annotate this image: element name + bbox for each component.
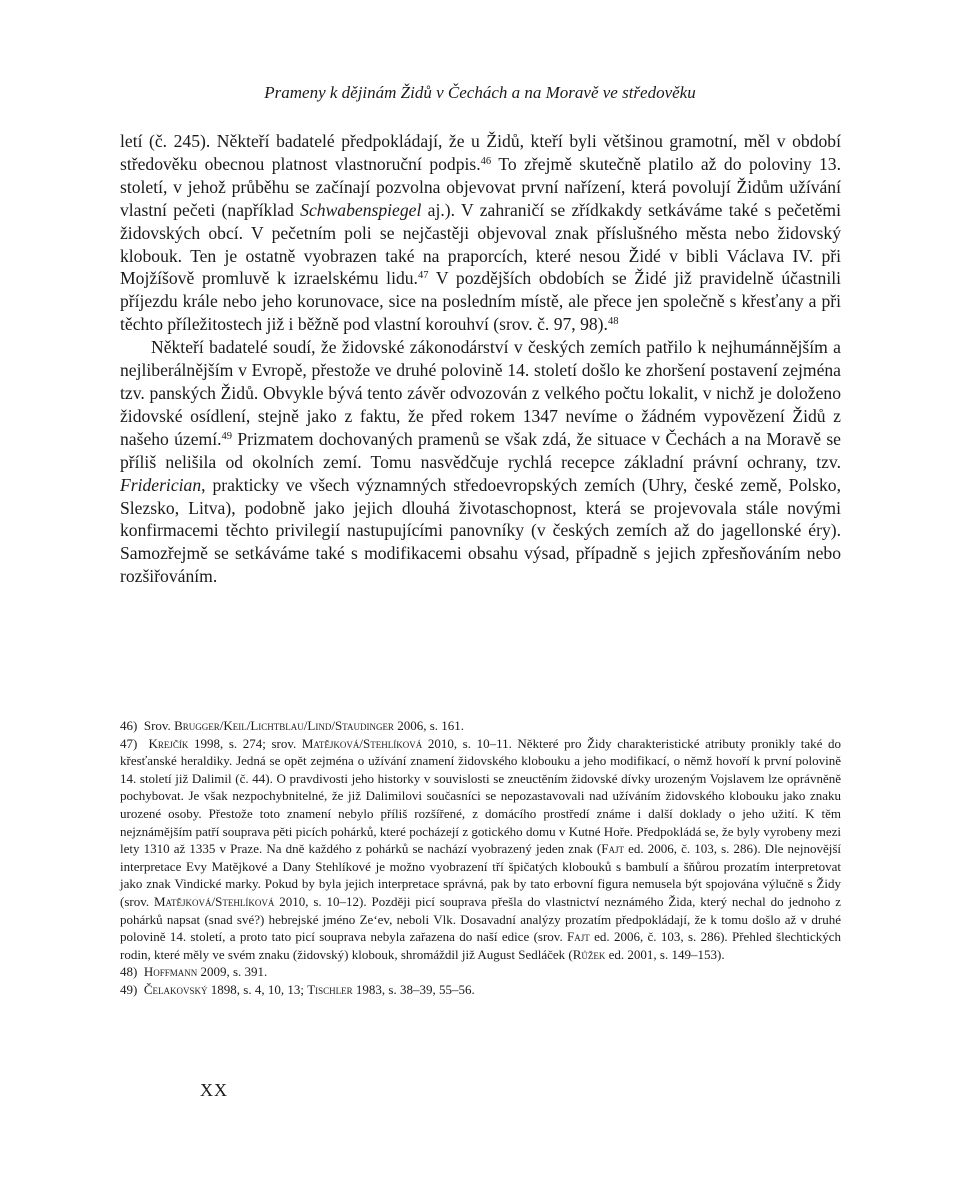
author-names: Krejčík: [148, 735, 189, 751]
text-run: ed. 2006, č. 103, s. 286). Dle nejnovější interpretace Evy Matějkové a Dany Stehlíkové je možno vyobrazení tří špičatých klobouků s bambulí a šňůrou prozatím interpretovat jako znak Vindické marky. Pokud by byla jejich interpretace správná, pak by tato erbovní figura nemusela být spojována výlučně s Židy (srov.: [120, 841, 841, 909]
author-names: Hoffmann: [143, 964, 198, 980]
footnote-47: [120, 735, 841, 964]
footnote-number: 48): [120, 964, 138, 980]
author-names: Matějková/Stehlíková: [154, 893, 275, 909]
author-names: Tischler: [307, 981, 353, 997]
text-run: To zřejmě skutečně platilo až do poloviny 13. století, v jehož průběhu se začínají pozvolna objevovat první nařízení, která povolují Židům užívání vlastní pečeti (například: [120, 153, 841, 220]
paragraph-1: [120, 130, 841, 336]
italic-term: Friderician: [120, 474, 202, 495]
text-run: 1898, s. 4, 10, 13;: [207, 981, 308, 997]
author-names: Čelakovský: [143, 981, 208, 997]
author-names: Fajt: [601, 841, 624, 857]
author-names: Fajt: [567, 929, 590, 945]
running-header: Prameny k dějinám Židů v Čechách a na Moravě ve středověku: [264, 83, 696, 102]
footnote-ref-49: 49: [221, 430, 233, 442]
text-run: Někteří badatelé soudí, že židovské zákonodárství v českých zemích patřilo k nejhumánnějším a nejliberálnějším v Evropě, přestože ve druhé polovině 14. století došlo ke zhoršení postavení zejména tzv. panských Židů. Obvykle bývá tento závěr odvozován z velkého počtu lokalit, v nichž je doloženo židovské osídlení, stejně jako z faktu, že před rokem 1347 nevíme o žádném vypovězení Židů z našeho území.: [120, 337, 841, 449]
paragraph-2: [120, 336, 841, 588]
text-run: V pozdějších obdobích se Židé již pravidelně účastnili příjezdu krále nebo jeho korunovace, sice na posledním místě, ale přece jen společně s křesťany a při těchto příležitostech již i běžně pod vlastní korouhví (srov. č. 97, 98).: [120, 268, 841, 335]
text-run: Srov.: [143, 718, 175, 733]
text-run: 1983, s. 38–39, 55–56.: [352, 981, 475, 997]
text-run: letí (č. 245). Někteří badatelé předpokládají, že u Židů, kteří byli většinou gramotní, měl v období středověku obecnou platnost vlastnoruční podpis.: [120, 131, 841, 174]
italic-term: Schwabenspiegel: [300, 199, 422, 220]
page-number: XX: [200, 1080, 228, 1100]
text-run: 2009, s. 391.: [197, 964, 268, 980]
author-names: Růžek: [572, 946, 606, 962]
text-run: 1998, s. 274; srov.: [188, 735, 302, 751]
text-run: 2010, s. 10–11. Některé pro Židy charakteristické atributy pronikly také do křesťanské heraldiky. Jedná se opět zejména o užívání znamení židovského klobouku a jeho modifikací, o němž hovoří k první polovině 14. století již Dalimil (č. 44). O pravdivosti jeho historky v souvislosti se zneuctěním židovské dívky urozeným Vojslavem lze oprávněně pochybovat. Je však nezpochybnitelné, že již Dalimilovi současníci se nepozastavovali nad užíváním židovského klobouku jako znaku urozené osoby. Přestože toto znamení nebylo příliš rozšířené, z domácího prostředí známe i další doklady o jeho užití. K těm nejznámějším patří souprava pěti picích pohárků, které pocházejí z gotického domu v Kutné Hoře. Předpokládá se, že byly vyrobeny mezi lety 1310 až 1335 v Praze. Na dně každého z pohárků se nachází vyobrazený jeden znak (: [120, 735, 841, 857]
footnote-46: [120, 717, 841, 735]
footnote-ref-46: 46: [480, 156, 492, 168]
text-run: ed. 2001, s. 149–153).: [605, 946, 725, 962]
footnote-number: 46): [120, 718, 138, 733]
footnote-ref-47: 47: [417, 270, 429, 282]
footnote-number: 49): [120, 981, 138, 997]
footnote-number: 47): [120, 735, 138, 751]
text-run: aj.). V zahraničí se zřídkakdy setkáváme také s pečetěmi židovských obcí. V pečetním poli se nejčastěji objevoval znak příslušného města nebo židovský klobouk. Ten je ostatně vyobrazen také na praporcích, které nesou Židé v bibli Václava IV. při Mojžíšově promluvě k izraelskému lidu.: [120, 199, 841, 289]
author-names: Matějková/Stehlíková: [301, 735, 423, 751]
text-run: 2010, s. 10–12). Později picí souprava přešla do vlastnictví neznámého Žida, který nechal do jednoho z pohárků napsat (snad své?) hebrejské jméno Ze‘ev, neboli Vlk. Dosavadní analýzy prozatím předpokládají, že k tomu došlo až v druhé polovině 14. století, a proto tato picí souprava nebyla zařazena do naší edice (srov.: [120, 893, 842, 945]
body-text: [120, 130, 841, 588]
footnote-ref-48: 48: [607, 316, 619, 328]
text-run: , prakticky ve všech významných středoevropských zemích (Uhry, české země, Polsko, Slezsko, Litva), podobně jako jejich dlouhá životaschopnost, která se projevovala stále novými konfirmacemi těchto privilegií nastupujícími panovníky (v českých zemích až do jagellonské éry). Samozřejmě se setkáváme také s modifikacemi obsahu výsad, případně s jejich zpřesňováním nebo rozšiřováním.: [120, 474, 841, 587]
author-names: Brugger/Keil/Lichtblau/Lind/Staudinger: [174, 718, 394, 733]
text-run: ed. 2006, č. 103, s. 286). Přehled šlechtických rodin, které měly ve svém znaku (židovský) klobouk, shromáždil již August Sedláček (: [120, 929, 841, 962]
footnotes: [120, 717, 841, 999]
footnote-48: [120, 963, 841, 981]
footnote-49: [120, 981, 841, 999]
text-run: 2006, s. 161.: [393, 718, 465, 733]
text-run: Prizmatem dochovaných pramenů se však zdá, že situace v Čechách a na Moravě se příliš nelišila od okolních zemí. Tomu nasvědčuje rychlá recepce základní právní ochrany, tzv.: [120, 428, 841, 472]
